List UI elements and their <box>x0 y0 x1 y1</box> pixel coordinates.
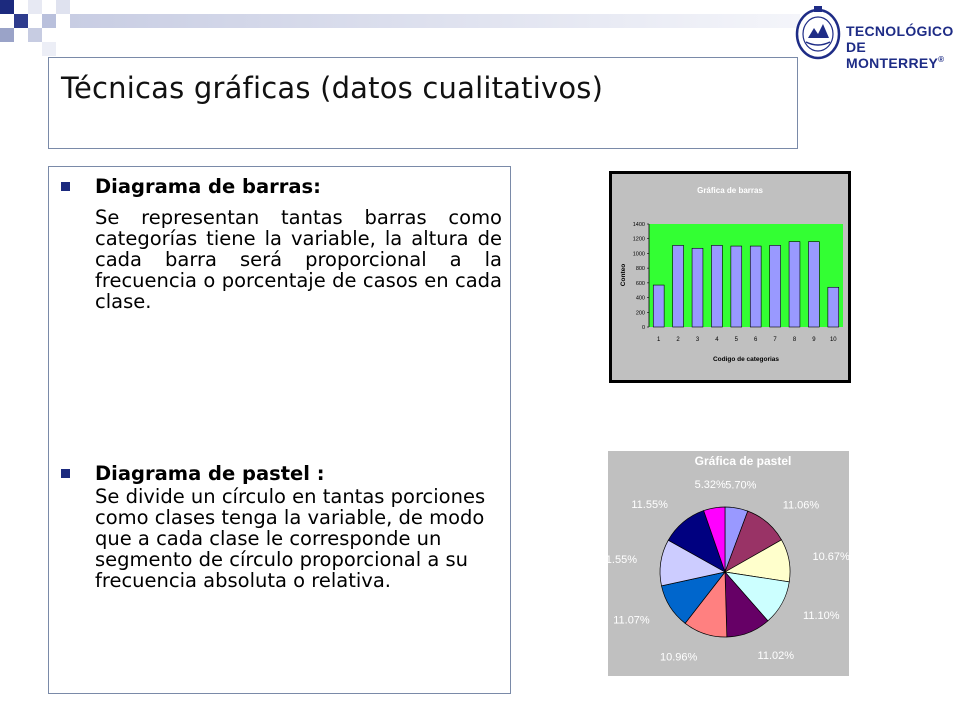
bar-ytick-label: 0 <box>641 325 645 331</box>
header-band <box>70 14 800 28</box>
decor-square <box>42 14 56 28</box>
pie-chart <box>600 451 850 676</box>
bar-xtick-label: 8 <box>792 337 797 343</box>
bar-xtick-label: 4 <box>715 337 719 343</box>
bar-heading: Diagrama de barras: <box>95 175 321 198</box>
bar-2 <box>673 245 684 327</box>
pie-slice-label: 11.55% <box>600 553 637 566</box>
bar-chart-title: Gráfica de barras <box>697 186 763 195</box>
tec-monterrey-logo <box>792 2 960 71</box>
pie-slice-label: 5.70% <box>725 479 757 492</box>
bar-ytick-label: 1200 <box>632 236 645 243</box>
pie-chart-title: Gráfica de pastel <box>694 454 792 468</box>
bar-7 <box>770 245 781 327</box>
bar-xtick-label: 10 <box>829 337 837 343</box>
bar-ytick-label: 200 <box>635 310 645 317</box>
pie-slice-label: 11.02% <box>757 649 795 662</box>
bar-xtick-label: 9 <box>812 337 816 343</box>
logo-line2-text: DE MONTERREY <box>846 39 939 71</box>
decor-square <box>28 28 42 42</box>
decor-square <box>56 0 70 14</box>
bullet-square-icon <box>61 469 70 478</box>
bar-chart <box>609 171 851 383</box>
bar-ytick-label: 400 <box>635 295 645 302</box>
decor-square <box>0 28 14 42</box>
decor-square <box>0 0 14 14</box>
logo-line1: TECNOLÓGICO <box>846 23 954 39</box>
bar-10 <box>828 287 839 327</box>
bar-8 <box>789 242 800 327</box>
decor-square <box>42 42 56 56</box>
pie-slice-label: 11.06% <box>782 499 820 512</box>
bar-4 <box>711 245 722 327</box>
bar-xtick-label: 6 <box>754 337 758 343</box>
bar-ytick-label: 1000 <box>632 251 645 258</box>
bar-1 <box>653 285 664 327</box>
bar-ytick-label: 800 <box>635 266 645 273</box>
logo-seal-icon <box>792 2 844 62</box>
title-box <box>48 57 798 149</box>
logo-line2 <box>846 39 960 71</box>
bar-6 <box>750 246 761 327</box>
bar-xtick-label: 5 <box>734 337 738 343</box>
pie-description: Se divide un círculo en tantas porciones como clases tenga la variable, de modo que a cada clase le corresponde un segmento de círculo proporcional a su frecuencia absoluta o relativa. <box>95 485 486 592</box>
pie-slice-label: 5.32% <box>694 479 726 492</box>
bar-3 <box>692 248 703 327</box>
bar-ytick-label: 600 <box>635 280 645 287</box>
bar-xtick-label: 3 <box>695 337 700 343</box>
bar-chart-ylabel: Conteo <box>620 263 627 287</box>
bar-ytick-label: 1400 <box>632 222 645 228</box>
logo-registered-mark: ® <box>938 55 945 64</box>
bar-9 <box>808 242 819 327</box>
bar-xtick-label: 7 <box>773 337 777 343</box>
bar-xtick-label: 2 <box>676 337 680 343</box>
pie-heading: Diagrama de pastel : <box>95 462 325 485</box>
bar-xtick-label: 1 <box>657 337 661 343</box>
pie-slice-label: 11.07% <box>613 614 650 627</box>
bar-description: Se representan tantas barras como categorías tiene la variable, la altura de cada barra será proporcional a la frecuencia o porcentaje de casos en cada clase. <box>95 206 502 313</box>
pie-slice-label: 10.96% <box>660 651 698 664</box>
decor-square <box>14 14 28 28</box>
pie-slice-label: 11.10% <box>803 609 840 622</box>
pie-slice-label: 10.67% <box>812 550 850 563</box>
bar-chart-xlabel: Codigo de categorias <box>712 356 780 363</box>
pie-slice-label: 11.55% <box>631 498 668 511</box>
bullet-square-icon <box>61 182 70 191</box>
decor-square <box>28 0 42 14</box>
bar-5 <box>731 246 742 327</box>
slide-title: Técnicas gráficas (datos cualitativos) <box>61 71 604 105</box>
content-box <box>48 166 511 694</box>
